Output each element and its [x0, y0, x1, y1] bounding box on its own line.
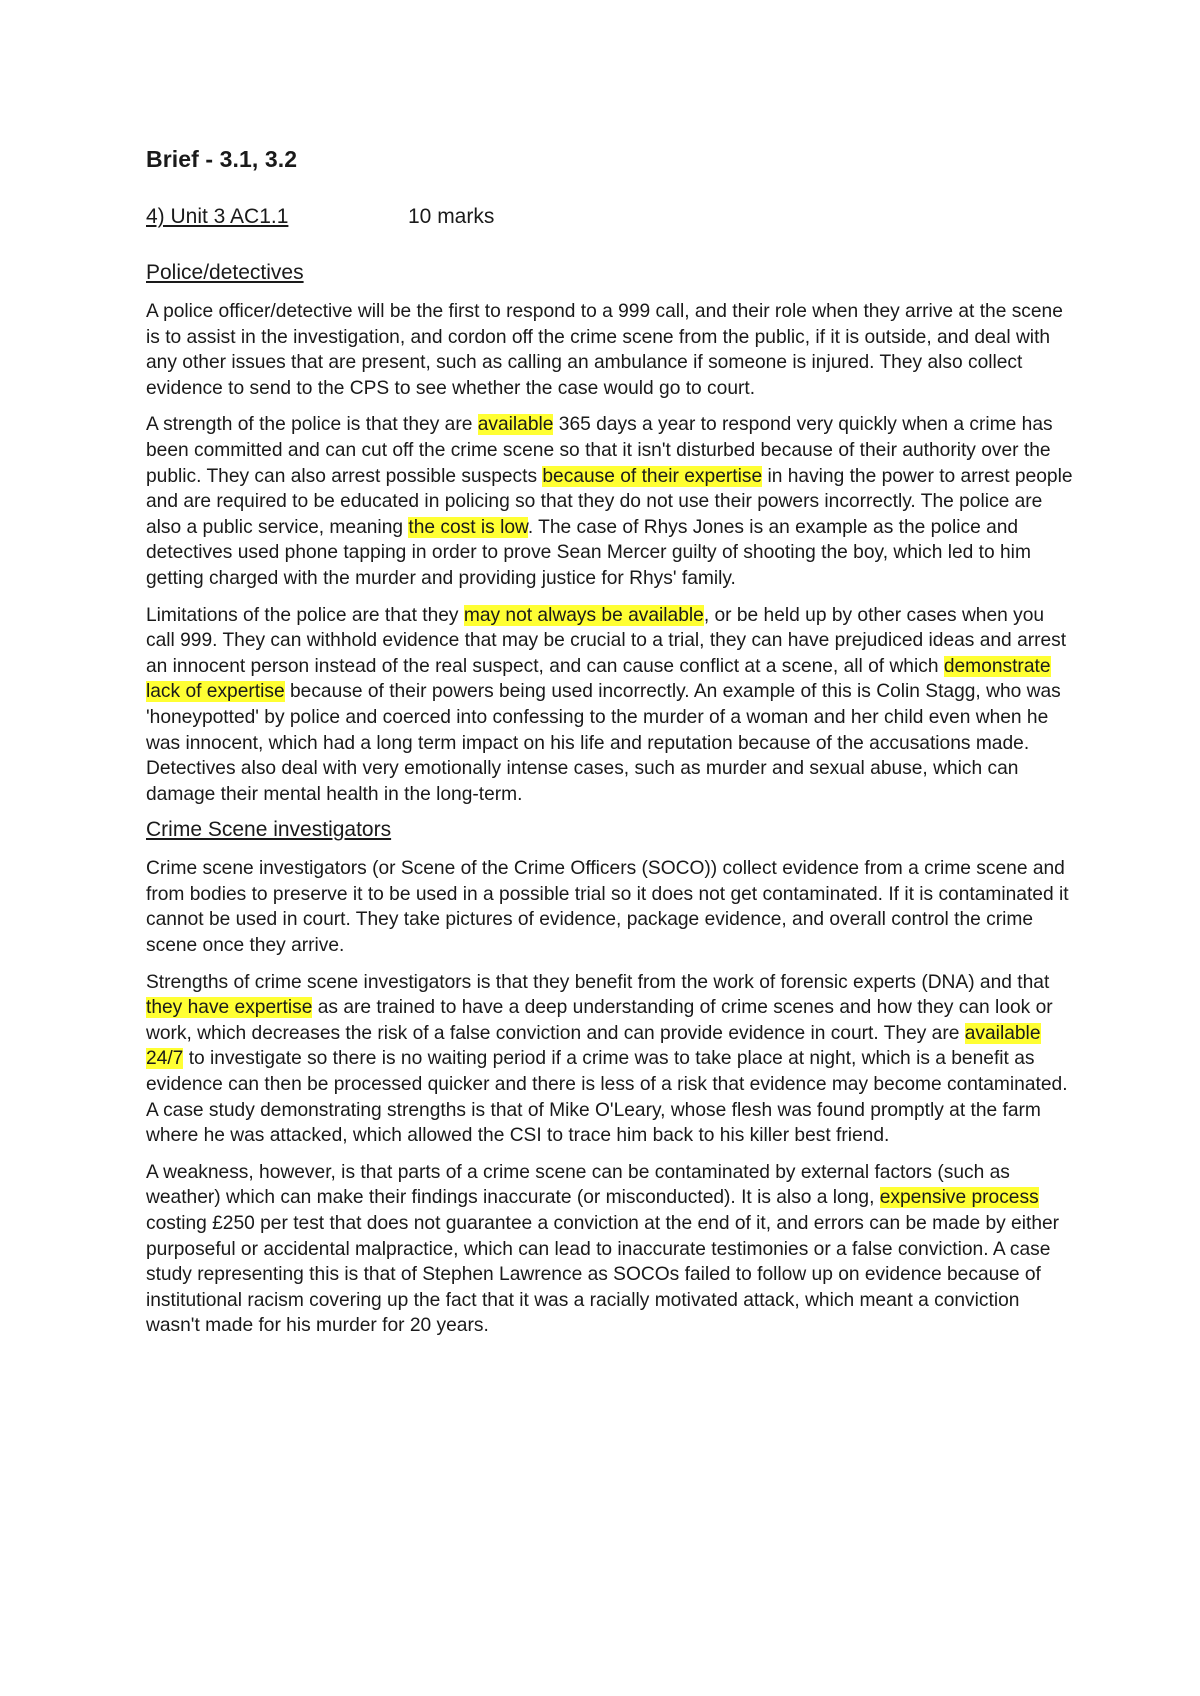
text-run: as are trained to have a deep understanding of crime scenes and how they can look or work, which decreases the risk of a false conviction and can provide evidence in court. They are: [146, 997, 1053, 1044]
paragraph-csi-weaknesses: [146, 1160, 1076, 1339]
text-run: A strength of the police is that they are: [146, 414, 478, 436]
highlight: they have expertise: [146, 997, 313, 1019]
text-run: , or be held up by other cases when you call 999. They can withhold evidence that may be crucial to a trial, they can have prejudiced ideas and arrest an innocent person instead of the real suspect, and can cause conflict at a scene, all of which: [146, 604, 1067, 677]
text-run: . The case of Rhys Jones is an example as the police and detectives used phone tapping in order to prove Sean Mercer guilty of shooting the boy, which led to him getting charged with the murder and providing justice for Rhys' family.: [146, 516, 1031, 589]
paragraph-police-strengths: [146, 412, 1076, 591]
highlight: may not always be available: [463, 604, 704, 626]
section-heading-police: Police/detectives: [146, 261, 304, 284]
highlight: demonstrate lack of expertise: [146, 655, 1051, 703]
text-run: to investigate so there is no waiting period if a crime was to take place at night, which is a benefit as evidence can then be processed quicker and there is less of a risk that evidence may become contaminated. A case study demonstrating strengths is that of Mike O'Leary, whose flesh was found promptly at the farm where he was attacked, which allowed the CSI to trace him back to his killer best friend.: [146, 1048, 1068, 1147]
unit-line: [146, 205, 1076, 231]
text-run: A weakness, however, is that parts of a crime scene can be contaminated by external factors (such as weather) which can make their findings inaccurate (or misconducted). It is also a long,: [146, 1161, 1010, 1209]
paragraph-csi-strengths: [146, 970, 1076, 1149]
unit-label: 4) Unit 3 AC1.1: [146, 205, 289, 228]
marks-label: 10 marks: [408, 205, 495, 228]
highlight: available: [477, 414, 554, 436]
paragraph-csi-role: [146, 856, 1076, 958]
text-run: A police officer/detective will be the first to respond to a 999 call, and their role when they arrive at the scene is to assist in the investigation, and cordon off the crime scene from the public, if it is outside, and deal with any other issues that are present, such as calling an ambulance if someone is injured. They also collect evidence to send to the CPS to see whether the case would go to court.: [146, 301, 1063, 399]
text-run: Strengths of crime scene investigators is that they benefit from the work of forensic experts (DNA) and that: [146, 971, 1050, 993]
text-run: costing £250 per test that does not guarantee a conviction at the end of it, and errors can be made by either purposeful or accidental malpractice, which can lead to inaccurate testimonies or a false conviction. A case study representing this is that of Stephen Lawrence as SOCOs failed to follow up on evidence because of institutional racism covering up the fact that it was a racially motivated attack, which meant a conviction wasn't made for his murder for 20 years.: [146, 1213, 1060, 1337]
highlight: the cost is low: [408, 516, 528, 538]
page-title: Brief - 3.1, 3.2: [146, 146, 298, 172]
paragraph-police-limitations: [146, 603, 1076, 808]
highlight: because of their expertise: [542, 465, 763, 487]
text-run: Limitations of the police are that they: [146, 604, 464, 626]
highlight: expensive process: [879, 1187, 1039, 1209]
highlight: available 24/7: [146, 1022, 1041, 1070]
text-run: in having the power to arrest people and are required to be educated in policing so that they do not use their powers incorrectly. The police are also a public service, meaning: [146, 465, 1073, 538]
paragraph-police-role: [146, 299, 1076, 401]
document-page: [146, 146, 1076, 1350]
section-heading-csi: Crime Scene investigators: [146, 818, 392, 842]
text-run: Crime scene investigators (or Scene of the Crime Officers (SOCO)) collect evidence from a crime scene and from bodies to preserve it to be used in a possible trial so it does not get contaminated. If it is contaminated it cannot be used in court. They take pictures of evidence, package evidence, and overall control the crime scene once they arrive.: [146, 858, 1069, 957]
text-run: 365 days a year to respond very quickly when a crime has been committed and can cut off the crime scene so that it isn't disturbed because of their authority over the public. They can also arrest possible suspects: [146, 414, 1053, 487]
text-run: because of their powers being used incorrectly. An example of this is Colin Stagg, who was 'honeypotted' by police and coerced into confessing to the murder of a woman and her child even when he was innocent, which had a long term impact on his life and reputation because of the accusations made. Detectives also deal with very emotionally intense cases, such as murder and sexual abuse, which can damage their mental health in the long-term.: [146, 681, 1061, 805]
